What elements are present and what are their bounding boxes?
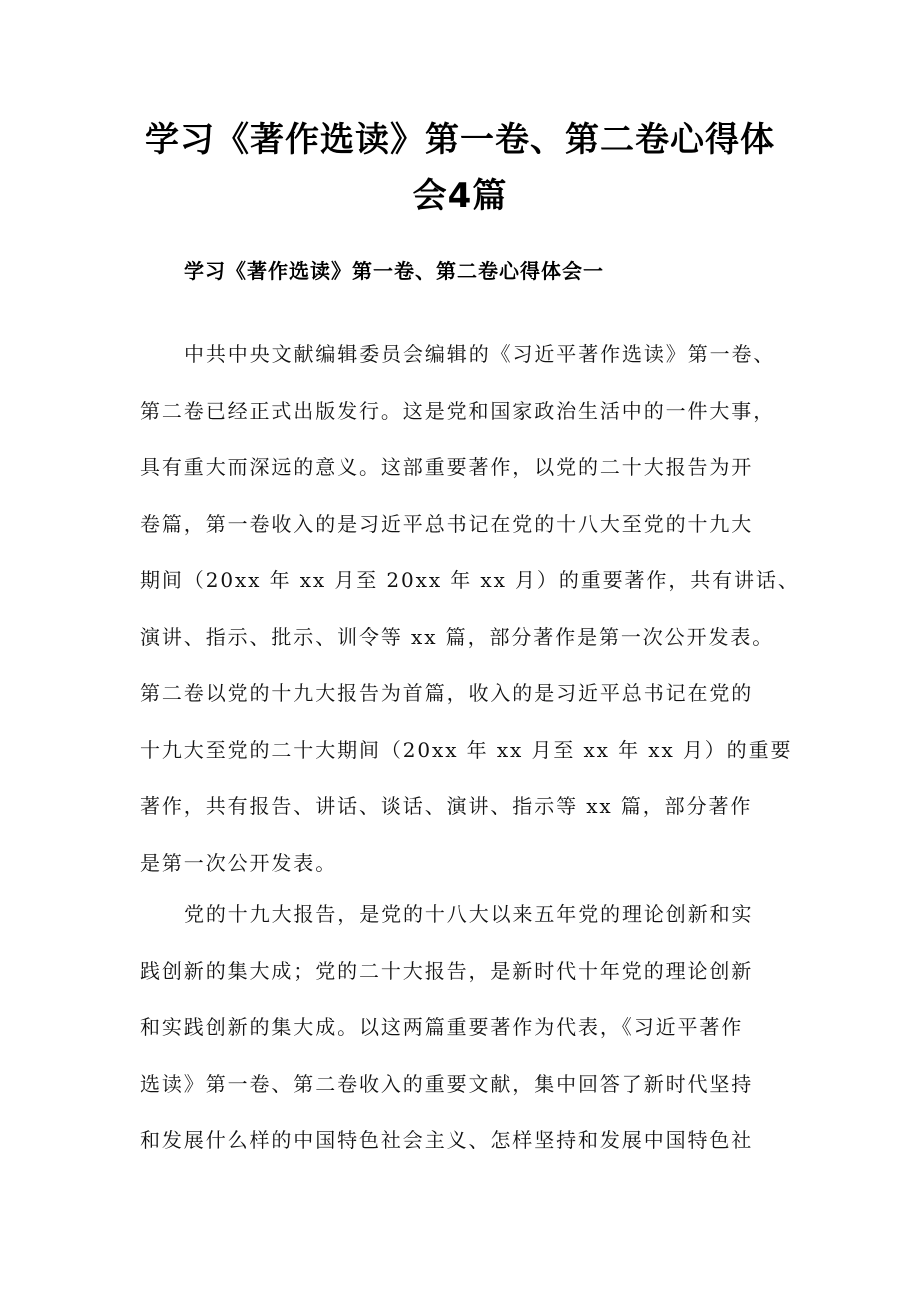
paragraph-line: 具有重大而深远的意义。这部重要著作，以党的二十大报告为开 [140, 455, 754, 479]
paragraph-line: 践创新的集大成；党的二十大报告，是新时代十年党的理论创新 [140, 958, 754, 983]
section-heading: 学习《著作选读》第一卷、第二卷心得体会一 [184, 259, 604, 283]
document-title [120, 112, 800, 224]
paragraph-line: 中共中央文献编辑委员会编辑的《习近平著作选读》第一卷、 [184, 342, 776, 366]
paragraph-line: 著作，共有报告、讲话、谈话、演讲、指示等 xx 篇，部分著作 [140, 794, 753, 818]
paragraph-line: 选读》第一卷、第二卷收入的重要文献，集中回答了新时代坚持 [140, 1071, 754, 1096]
paragraph-line: 第二卷以党的十九大报告为首篇，收入的是习近平总书记在党的 [140, 681, 754, 705]
title-line: 会4篇 [412, 176, 508, 216]
paragraph-line: 和发展什么样的中国特色社会主义、怎样坚持和发展中国特色社 [140, 1128, 754, 1152]
paragraph-line: 和实践创新的集大成。以这两篇重要著作为代表，《习近平著作 [140, 1015, 744, 1039]
paragraph-line: 演讲、指示、批示、训令等 xx 篇，部分著作是第一次公开发表。 [140, 624, 775, 649]
paragraph-line: 是第一次公开发表。 [140, 850, 338, 875]
paragraph-line: 第二卷已经正式出版发行。这是党和国家政治生活中的一件大事， [140, 398, 776, 423]
paragraph-line: 卷篇，第一卷收入的是习近平总书记在党的十八大至党的十九大 [140, 511, 754, 536]
title-line: 学习《著作选读》第一卷、第二卷心得体 [145, 120, 775, 160]
paragraph [140, 326, 800, 891]
paragraph-line: 期间（20xx 年 xx 月至 20xx 年 xx 月）的重要著作，共有讲话、 [140, 568, 800, 592]
paragraph-line: 十九大至党的二十大期间（20xx 年 xx 月至 xx 年 xx 月）的重要 [140, 737, 793, 762]
paragraph [140, 886, 780, 1169]
paragraph-line: 党的十九大报告，是党的十八大以来五年党的理论创新和实 [184, 902, 754, 926]
